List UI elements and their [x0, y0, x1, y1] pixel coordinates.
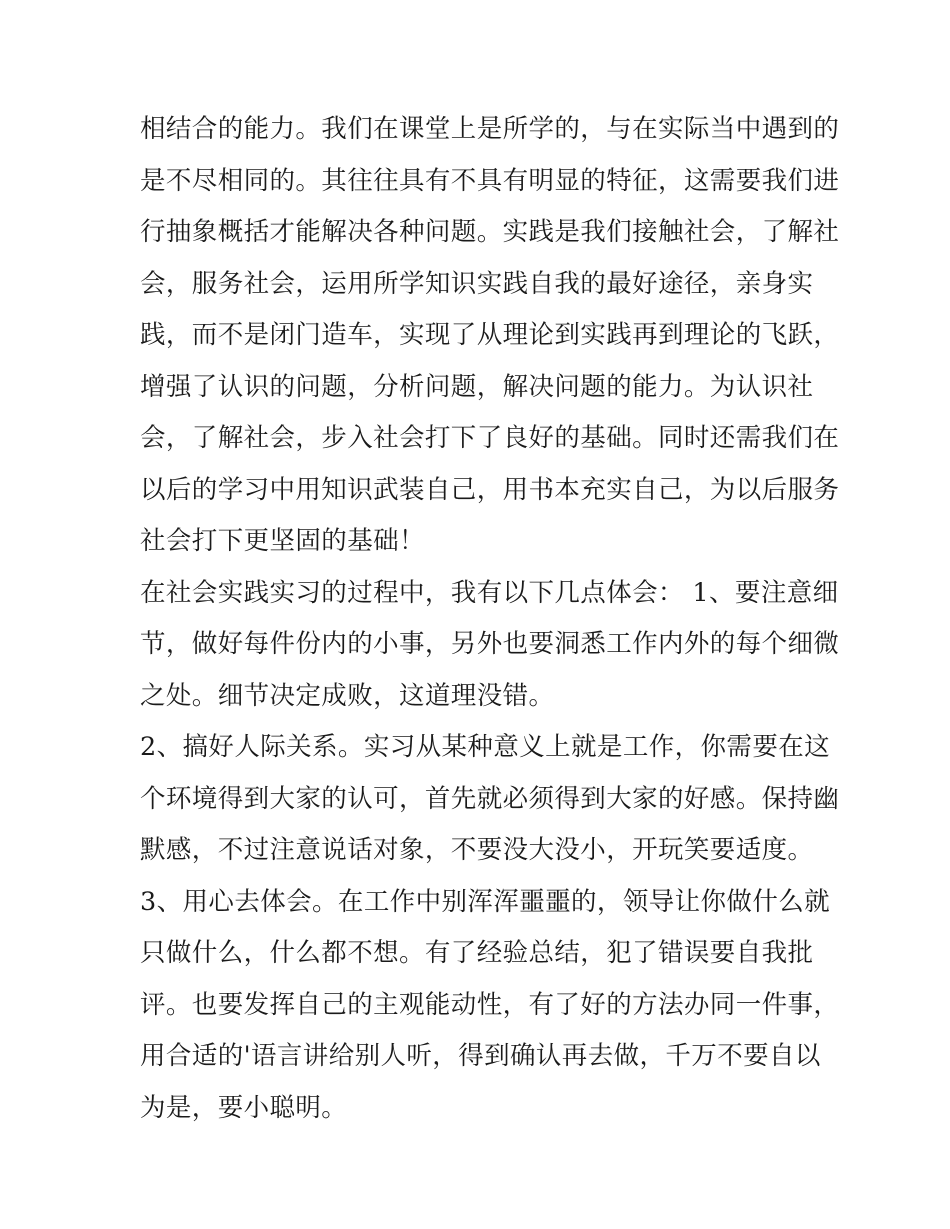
text-line-1: 相结合的能力。我们在课堂上是所学的，与在实际当中遇到的: [140, 114, 840, 144]
text-line-4: 会，服务社会，运用所学知识实践自我的最好途径，亲身实: [140, 268, 814, 299]
text-line-8: 以后的学习中用知识武装自己，用书本充实自己，为以后服务: [140, 474, 840, 505]
text-line-14: 个环境得到大家的认可，首先就必须得到大家的好感。保持幽: [140, 783, 840, 814]
text-line-20: 为是，要小聪明。: [140, 1092, 348, 1123]
text-line-11: 节，做好每件份内的小事，另外也要洞悉工作内外的每个细微: [140, 629, 840, 659]
text-line-7: 会，了解社会，步入社会打下了良好的基础。同时还需我们在: [140, 423, 840, 453]
text-line-18: 评。也要发挥自己的主观能动性，有了好的方法办同一件事，: [140, 989, 840, 1020]
text-line-3: 行抽象概括才能解决各种问题。实践是我们接触社会，了解社: [140, 217, 840, 247]
text-line-19: 用合适的'语言讲给别人听，得到确认再去做，千万不要自以: [140, 1041, 821, 1071]
text-line-9: 社会打下更坚固的基础！: [140, 526, 425, 556]
text-line-10: 在社会实践实习的过程中，我有以下几点体会： 1、要注意细: [140, 577, 839, 608]
text-line-2: 是不尽相同的。其往往具有不具有明显的特征，这需要我们进: [140, 165, 840, 196]
text-line-12: 之处。细节决定成败，这道理没错。: [140, 680, 555, 711]
text-line-13: 2、搞好人际关系。实习从某种意义上就是工作，你需要在这: [140, 732, 831, 762]
text-line-5: 践，而不是闭门造车，实现了从理论到实践再到理论的飞跃，: [140, 320, 840, 350]
text-line-6: 增强了认识的问题，分析问题，解决问题的能力。为认识社: [140, 371, 814, 402]
text-line-16: 3、用心去体会。在工作中别浑浑噩噩的，领导让你做什么就: [140, 886, 831, 917]
text-line-15: 默感，不过注意说话对象，不要没大没小，开玩笑要适度。: [140, 835, 814, 865]
text-line-17: 只做什么，什么都不想。有了经验总结，犯了错误要自我批: [140, 938, 814, 968]
document-body-text: [140, 104, 840, 1134]
